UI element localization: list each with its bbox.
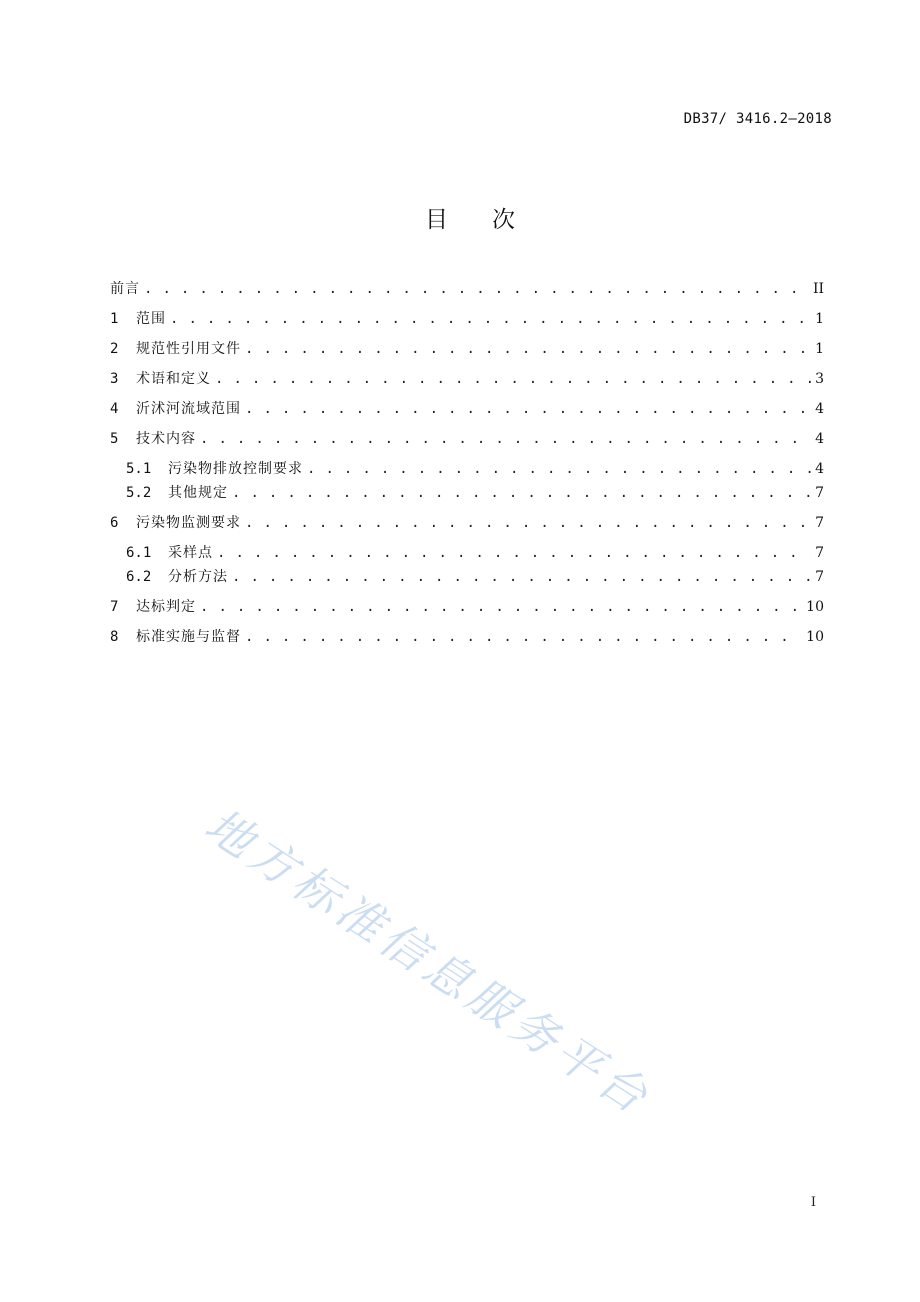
dot-leader (245, 626, 802, 648)
title-char-2: 次 (492, 207, 515, 233)
toc-entry-page: 7 (815, 485, 824, 501)
toc-entry-number: 5.2 (126, 485, 152, 501)
toc-entry-page: 7 (815, 545, 824, 561)
toc-entry-number: 6 (110, 515, 119, 531)
dot-leader (144, 278, 809, 300)
dot-leader (245, 398, 811, 420)
title-char-1: 目 (425, 207, 448, 233)
toc-entry-3[interactable] (110, 368, 824, 390)
toc-entry-label: 分析方法 (168, 569, 228, 585)
dot-leader (215, 368, 811, 390)
toc-entry-page: 1 (815, 341, 824, 357)
page-title (0, 201, 920, 234)
toc-entry-label: 污染物排放控制要求 (168, 461, 303, 477)
toc-entry-page: 10 (806, 599, 824, 615)
toc-entry-page: II (812, 281, 824, 297)
toc-entry-2[interactable] (110, 338, 824, 360)
toc-entry-number: 1 (110, 311, 119, 327)
toc-entry-number: 7 (110, 599, 119, 615)
toc-entry-label: 前言 (110, 281, 140, 297)
toc-entry-number: 3 (110, 371, 119, 387)
toc-entry-label: 污染物监测要求 (136, 515, 241, 531)
dot-leader (245, 338, 811, 360)
standard-code: DB37/ 3416.2—2018 (683, 111, 832, 127)
toc-entry-8[interactable] (110, 626, 824, 648)
toc-entry-page: 1 (815, 311, 824, 327)
dot-leader (200, 596, 802, 618)
toc-entry-label: 标准实施与监督 (136, 629, 241, 645)
toc-entry-6-2[interactable] (126, 566, 824, 588)
toc-entry-7[interactable] (110, 596, 824, 618)
toc-entry-page: 10 (806, 629, 824, 645)
dot-leader (232, 482, 811, 504)
dot-leader (232, 566, 811, 588)
toc-entry-label: 规范性引用文件 (136, 341, 241, 357)
dot-leader (170, 308, 811, 330)
toc-entry-label: 沂沭河流域范围 (136, 401, 241, 417)
toc-entry-label: 采样点 (168, 545, 213, 561)
toc-entry-1[interactable] (110, 308, 824, 330)
dot-leader (307, 458, 811, 480)
toc-entry-page: 7 (815, 569, 824, 585)
toc-entry-number: 6.2 (126, 569, 152, 585)
toc-entry-label: 技术内容 (136, 431, 196, 447)
toc-entry-label: 其他规定 (168, 485, 228, 501)
toc-entry-label: 范围 (136, 311, 166, 327)
dot-leader (200, 428, 811, 450)
toc-entry-number: 4 (110, 401, 119, 417)
page-number: I (810, 1195, 816, 1210)
toc-entry-page: 4 (815, 431, 824, 447)
toc-entry-page: 4 (815, 461, 824, 477)
toc-entry-number: 2 (110, 341, 119, 357)
toc-entry-label: 术语和定义 (136, 371, 211, 387)
toc-entry-page: 7 (815, 515, 824, 531)
toc-entry-page: 3 (815, 371, 824, 387)
toc-entry-number: 5.1 (126, 461, 152, 477)
toc-entry-page: 4 (815, 401, 824, 417)
toc-entry-6[interactable] (110, 512, 824, 534)
toc-entry-foreword[interactable] (110, 278, 824, 300)
toc-entry-number: 8 (110, 629, 119, 645)
toc-entry-5-1[interactable] (126, 458, 824, 480)
dot-leader (217, 542, 811, 564)
toc-entry-number: 6.1 (126, 545, 152, 561)
watermark: 地方标准信息服务平台 (195, 797, 662, 1127)
toc-entry-5-2[interactable] (126, 482, 824, 504)
toc-entry-label: 达标判定 (136, 599, 196, 615)
toc-entry-number: 5 (110, 431, 119, 447)
toc-entry-5[interactable] (110, 428, 824, 450)
dot-leader (245, 512, 811, 534)
toc-entry-6-1[interactable] (126, 542, 824, 564)
toc-entry-4[interactable] (110, 398, 824, 420)
